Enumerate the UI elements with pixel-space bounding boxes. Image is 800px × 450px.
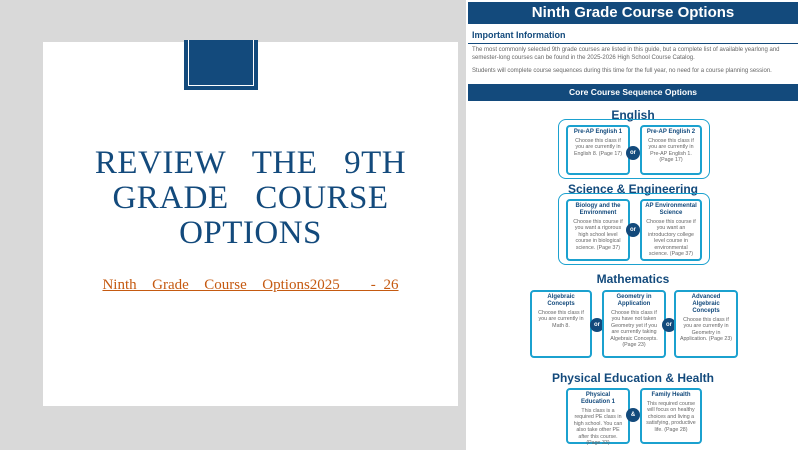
course-card [566, 125, 630, 175]
card-title: Pre-AP English 2 [646, 129, 696, 135]
card-title: Biology and the Environment [575, 203, 621, 216]
slide-accent-frame [188, 40, 254, 86]
course-card [566, 388, 630, 447]
or-connector: or [626, 146, 640, 160]
card-body: Choose this class if you have not taken Geometry yet if you are currently taking Algebraic Concepts. (Page 23) [610, 310, 658, 349]
info-paragraph-1: The most commonly selected 9th grade courses are listed in this guide, but a complete list of available yearlong and semester-long courses can be found in the 2025-2026 High School Course Catalog. [472, 47, 780, 61]
info-title: Important Information [472, 30, 566, 40]
and-connector: & [626, 408, 640, 422]
card-body: Choose this class if you are currently in Math 8. [538, 310, 584, 329]
slide-thumbnail[interactable] [43, 42, 458, 406]
course-card [640, 199, 702, 261]
course-card [640, 388, 702, 444]
course-options-document [466, 0, 800, 450]
card-title: AP Environmental Science [645, 203, 697, 216]
info-paragraph-2: Students will complete course sequences during this time for the full year, no need for a course planning session. [472, 68, 772, 74]
section-title-english: English [611, 108, 655, 122]
section-title-pe-health: Physical Education & Health [551, 371, 715, 385]
slide-title: REVIEW THE 9TH GRADE COURSE OPTIONS [94, 145, 407, 251]
section-title-science: Science & Engineering [567, 182, 699, 196]
section-title-math: Mathematics [596, 272, 670, 286]
document-header: Ninth Grade Course Options [468, 2, 798, 24]
card-title: Algebraic Concepts [547, 294, 575, 307]
card-title: Family Health [651, 392, 691, 398]
or-connector: or [626, 223, 640, 237]
card-title: Pre-AP English 1 [573, 129, 623, 135]
card-body: This required course will focus on healthy choices and living a satisfying, productive life. (Page 28) [646, 401, 696, 433]
core-sequence-bar: Core Course Sequence Options [468, 84, 798, 101]
course-card [530, 290, 592, 358]
course-card [566, 199, 630, 261]
course-card [674, 290, 738, 358]
info-divider [468, 43, 798, 44]
card-title: Geometry in Application [616, 294, 652, 307]
card-title: Advanced Algebraic Concepts [691, 294, 721, 314]
card-title: Physical Education 1 [580, 392, 615, 405]
course-card [640, 125, 702, 175]
card-body: Choose this class if you are currently in Geometry in Application. (Page 23) [679, 317, 733, 343]
card-body: Choose this course if you want a rigorous high school level course in biological science. (Page 37) [573, 219, 623, 251]
card-body: This class is a required PE class in high school. You can also take other PE after this course. (Page 33) [573, 408, 623, 447]
card-body: Choose this course if you want an introductory college level course in environmental science. (Page 37) [646, 219, 696, 258]
course-card [602, 290, 666, 358]
slide-accent-block [184, 40, 258, 90]
slide-subtitle-link[interactable]: Ninth Grade Course Options2025 - 26 [102, 277, 399, 293]
or-connector: or [590, 318, 604, 332]
card-body: Choose this class if you are currently in English 8. (Page 17) [574, 138, 622, 157]
or-connector: or [662, 318, 676, 332]
card-body: Choose this class if you are currently in Pre-AP English 1. (Page 17) [648, 138, 694, 164]
